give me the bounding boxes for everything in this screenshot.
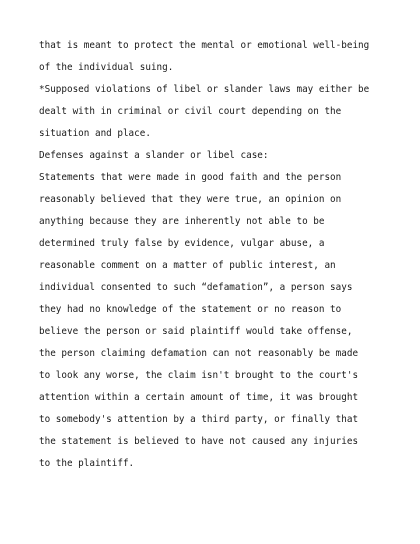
text-line: attention within a certain amount of time, it was brought (39, 392, 359, 403)
text-line: reasonable comment on a matter of public interest, an (39, 260, 336, 271)
text-line: individual consented to such “defamation”, a person says (39, 282, 353, 293)
text-line: of the individual suing. (39, 62, 174, 73)
text-line: to look any worse, the claim isn't brought to the court's (39, 370, 359, 381)
text-line: believe the person or said plaintiff would take offense, (39, 326, 353, 337)
section-heading: Defenses against a slander or libel case: (39, 150, 269, 161)
text-line: the statement is believed to have not caused any injuries (39, 436, 359, 447)
text-line: *Supposed violations of libel or slander laws may either be (39, 84, 370, 95)
text-line: that is meant to protect the mental or emotional well-being (39, 40, 370, 51)
text-line: to the plaintiff. (39, 458, 135, 469)
text-line: to somebody's attention by a third party, or finally that (39, 414, 359, 425)
text-line: they had no knowledge of the statement or no reason to (39, 304, 342, 315)
text-line: dealt with in criminal or civil court depending on the (39, 106, 342, 117)
text-line: situation and place. (39, 128, 151, 139)
text-line: Statements that were made in good faith and the person (39, 172, 342, 183)
text-line: the person claiming defamation can not reasonably be made (39, 348, 359, 359)
text-line: reasonably believed that they were true, an opinion on (39, 194, 342, 205)
text-line: determined truly false by evidence, vulgar abuse, a (39, 238, 325, 249)
text-line: anything because they are inherently not able to be (39, 216, 325, 227)
